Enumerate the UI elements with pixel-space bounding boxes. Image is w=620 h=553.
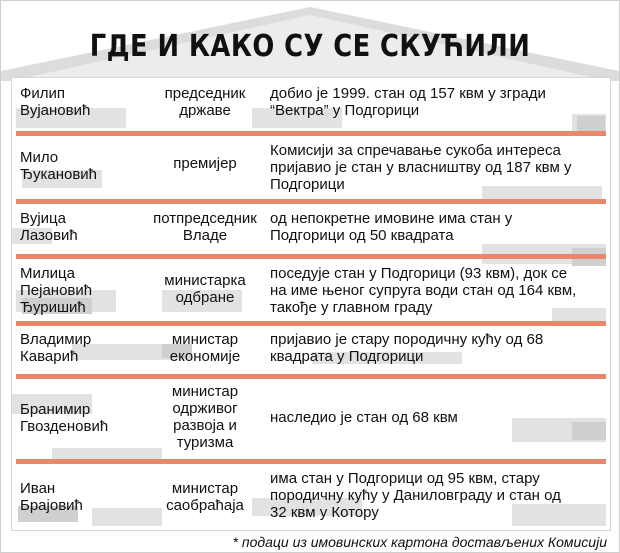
row-divider: [16, 459, 606, 464]
row-divider: [16, 254, 606, 259]
person-name: Филип Вујановић: [20, 85, 91, 119]
row-divider: [16, 131, 606, 136]
person-role: потпредседник Владе: [153, 210, 257, 244]
property-description: пријавио је стару породичну кућу од 68 квадрата у Подгорици: [270, 331, 544, 365]
property-description: има стан у Подгорици од 95 квм, стару породичну кућу у Даниловграду и стан од 32 квм у Котору: [270, 470, 561, 521]
property-description: од непокретне имовине има стан у Подгорици од 50 квадрата: [270, 210, 513, 244]
property-description: поседује стан у Подгорици (93 квм), док се на име њеног супруга води стан од 164 квм, такође у главном граду: [270, 265, 577, 316]
person-role: министар одрживог развоја и туризма: [171, 383, 239, 451]
row-divider: [16, 321, 606, 326]
footnote: * подаци из имовинских картона достављених Комисији: [232, 534, 607, 550]
person-role: министар економије: [169, 331, 241, 365]
brick-wall: [11, 77, 611, 531]
row-divider: [16, 374, 606, 379]
row-divider: [16, 199, 606, 204]
page-title: ГДЕ И КАКО СУ СЕ СКУЋИЛИ: [89, 29, 531, 64]
person-name: Вујица Лазовић: [20, 210, 78, 244]
person-name: Бранимир Гвозденовић: [20, 401, 109, 435]
person-role: председник државе: [164, 85, 246, 119]
property-description: Комисији за спречавање сукоба интереса пријавио је стан у власништву од 187 квм у Подгорици: [270, 142, 572, 193]
person-name: Милица Пејановић Ђуришић: [20, 265, 93, 316]
person-name: Иван Брајовић: [20, 480, 83, 514]
person-name: Владимир Каварић: [20, 331, 92, 365]
person-role: министар саобраћаја: [166, 480, 244, 514]
property-description: добио је 1999. стан од 157 квм у згради “Вектра” у Подгорици: [270, 85, 546, 119]
person-role: министарка одбране: [164, 272, 246, 306]
person-name: Мило Ђукановић: [20, 149, 98, 183]
property-description: наследио је стан од 68 квм: [270, 409, 458, 426]
person-role: премијер: [173, 155, 237, 172]
